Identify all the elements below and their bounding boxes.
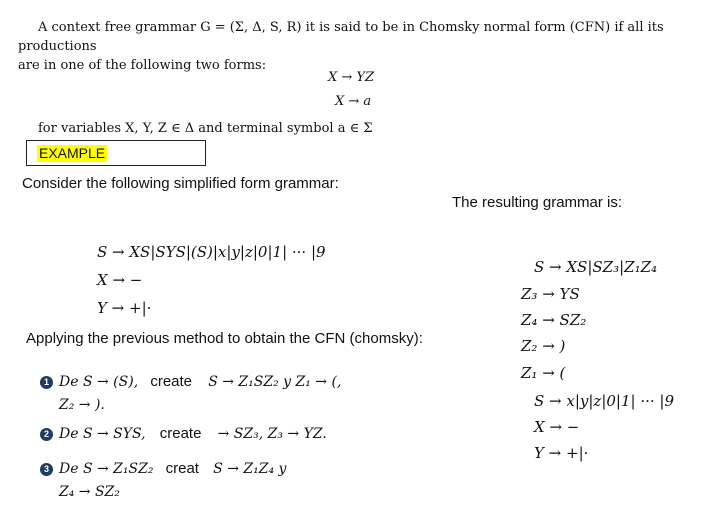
step-3-prefix: De S → Z₁SZ₂ bbox=[59, 461, 154, 477]
step-3-continuation bbox=[59, 483, 120, 500]
intro-paragraph bbox=[18, 18, 708, 75]
step-1-rule: S → Z₁SZ₂ y Z₁ → (, bbox=[208, 374, 342, 390]
step-3-rule: S → Z₁Z₄ y bbox=[213, 461, 287, 477]
step-number-1: 1 bbox=[40, 376, 53, 389]
intro-line-1: A context free grammar G = (Σ, Δ, S, R) it is said to be in Chomsky normal form (CFN) if all its productions bbox=[18, 20, 664, 54]
step-2-rule: → SZ₃, Z₃ → YZ. bbox=[217, 426, 327, 442]
step-2-verb: create bbox=[159, 425, 202, 442]
step-1 bbox=[40, 373, 341, 390]
step-3-verb: creat bbox=[165, 460, 199, 477]
step-1-cont: Z₂ → ). bbox=[59, 397, 105, 413]
result-rule-1: S → XS|SZ₃|Z₁Z₄ bbox=[534, 258, 658, 276]
intro-line-2: are in one of the following two forms: bbox=[18, 58, 267, 73]
for-variables-line: for variables X, Y, Z ∈ Δ and terminal symbol a ∈ Σ bbox=[38, 121, 373, 136]
grammar-rule-x: X → − bbox=[97, 271, 143, 289]
result-rule-5: Z₁ → ( bbox=[521, 364, 566, 382]
result-rule-7: X → − bbox=[534, 418, 580, 436]
applying-heading: Applying the previous method to obtain the CFN (chomsky): bbox=[26, 330, 423, 347]
result-heading: The resulting grammar is: bbox=[452, 194, 623, 211]
example-box bbox=[26, 140, 206, 166]
result-rule-3: Z₄ → SZ₂ bbox=[521, 311, 587, 329]
result-rule-6: S → x|y|z|0|1| ··· |9 bbox=[534, 392, 675, 410]
example-label: EXAMPLE bbox=[39, 145, 106, 161]
step-2 bbox=[40, 425, 327, 442]
step-3 bbox=[40, 460, 286, 477]
step-number-3: 3 bbox=[40, 463, 53, 476]
step-1-prefix: De S → (S), bbox=[59, 374, 139, 390]
step-number-2: 2 bbox=[40, 428, 53, 441]
consider-heading: Consider the following simplified form grammar: bbox=[22, 175, 339, 192]
form-xyz: X → YZ bbox=[328, 70, 375, 85]
result-rule-4: Z₂ → ) bbox=[521, 337, 566, 355]
step-3-cont: Z₄ → SZ₂ bbox=[59, 484, 120, 500]
step-2-prefix: De S → SYS, bbox=[59, 426, 146, 442]
form-xa: X → a bbox=[335, 94, 372, 109]
result-rule-8: Y → +|· bbox=[534, 444, 589, 462]
grammar-rule-y: Y → +|· bbox=[97, 299, 152, 317]
result-rule-2: Z₃ → YS bbox=[521, 285, 580, 303]
grammar-rule-s: S → XS|SYS|(S)|x|y|z|0|1| ··· |9 bbox=[97, 243, 326, 261]
step-1-verb: create bbox=[150, 373, 193, 390]
step-1-continuation bbox=[59, 396, 105, 413]
